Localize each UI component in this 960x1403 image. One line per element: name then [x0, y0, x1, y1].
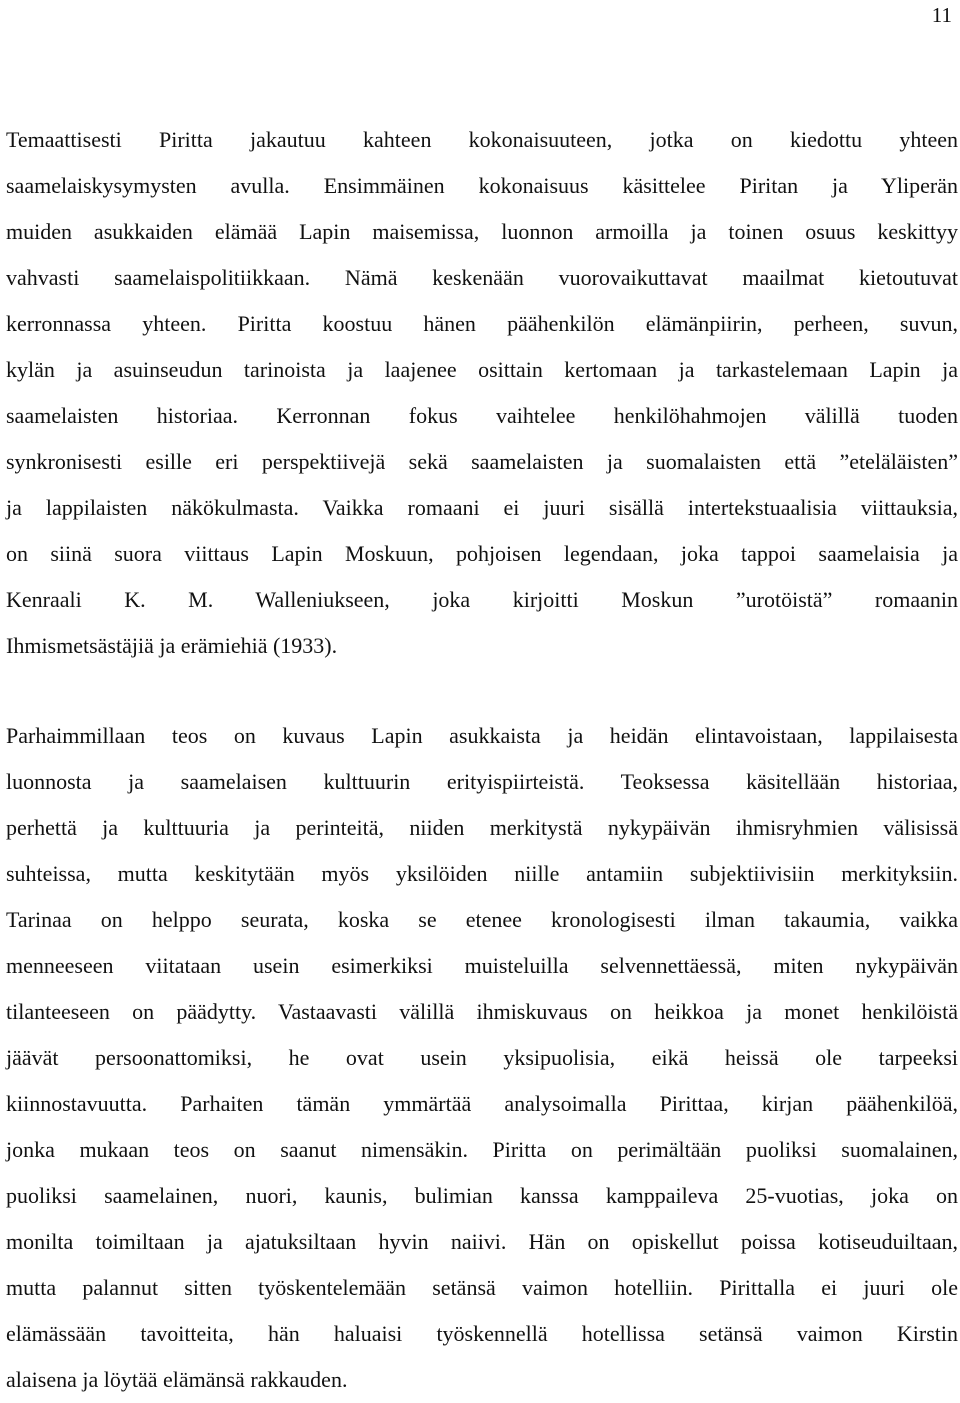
text-line: puoliksi saamelainen, nuori, kaunis, bulimian kanssa kamppaileva 25-vuotias, joka on	[6, 1183, 958, 1208]
text-line: monilta toimiltaan ja ajatuksiltaan hyvin naiivi. Hän on opiskellut poissa kotiseuduiltaan,	[6, 1229, 958, 1254]
text-line: perhettä ja kulttuuria ja perinteitä, niiden merkitystä nykypäivän ihmisryhmien välisissä	[6, 815, 958, 840]
text-line: kiinnostavuutta. Parhaiten tämän ymmärtää analysoimalla Pirittaa, kirjan päähenkilöä,	[6, 1091, 958, 1116]
text-line: Parhaimmillaan teos on kuvaus Lapin asukkaista ja heidän elintavoistaan, lappilaisesta	[6, 723, 958, 748]
paragraph-2	[6, 713, 958, 1403]
text-line: jäävät persoonattomiksi, he ovat usein yksipuolisia, eikä heissä ole tarpeeksi	[6, 1045, 958, 1070]
text-line: alaisena ja löytää elämänsä rakkauden.	[6, 1367, 348, 1392]
text-line: on siinä suora viittaus Lapin Moskuun, pohjoisen legendaan, joka tappoi saamelaisia ja	[6, 541, 958, 566]
text-line: muiden asukkaiden elämää Lapin maisemissa, luonnon armoilla ja toinen osuus keskittyy	[6, 219, 958, 244]
text-line: kerronnassa yhteen. Piritta koostuu hänen päähenkilön elämänpiirin, perheen, suvun,	[6, 311, 958, 336]
text-line: Kenraali K. M. Walleniukseen, joka kirjoitti Moskun ”urotöistä” romaanin	[6, 587, 958, 612]
text-line: tilanteeseen on päädytty. Vastaavasti välillä ihmiskuvaus on heikkoa ja monet henkilöistä	[6, 999, 958, 1024]
text-line: Tarinaa on helppo seurata, koska se etenee kronologisesti ilman takaumia, vaikka	[6, 907, 958, 932]
text-line: elämässään tavoitteita, hän haluaisi työskennellä hotellissa setänsä vaimon Kirstin	[6, 1321, 958, 1346]
text-line: luonnosta ja saamelaisen kulttuurin erityispiirteistä. Teoksessa käsitellään historiaa,	[6, 769, 958, 794]
text-line: Ihmismetsästäjiä ja erämiehiä (1933).	[6, 633, 338, 658]
text-line: ja lappilaisten näkökulmasta. Vaikka romaani ei juuri sisällä intertekstuaalisia viittauksia,	[6, 495, 958, 520]
text-line: vahvasti saamelaispolitiikkaan. Nämä keskenään vuorovaikuttavat maailmat kietoutuvat	[6, 265, 958, 290]
text-line: kylän ja asuinseudun tarinoista ja laajenee osittain kertomaan ja tarkastelemaan Lapin ja	[6, 357, 958, 382]
text-line: synkronisesti esille eri perspektiivejä sekä saamelaisten ja suomalaisten että ”eteläläisten”	[6, 449, 958, 474]
text-line: saamelaiskysymysten avulla. Ensimmäinen kokonaisuus käsittelee Piritan ja Yliperän	[6, 173, 958, 198]
text-line: mutta palannut sitten työskentelemään setänsä vaimon hotelliin. Pirittalla ei juuri ole	[6, 1275, 958, 1300]
page-number: 11	[931, 3, 952, 27]
text-line: saamelaisten historiaa. Kerronnan fokus vaihtelee henkilöhahmojen välillä tuoden	[6, 403, 958, 428]
text-line: Temaattisesti Piritta jakautuu kahteen kokonaisuuteen, jotka on kiedottu yhteen	[6, 127, 958, 152]
text-line: jonka mukaan teos on saanut nimensäkin. Piritta on perimältään puoliksi suomalainen,	[6, 1137, 958, 1162]
text-line: menneeseen viitataan usein esimerkiksi muisteluilla selvennettäessä, miten nykypäivän	[6, 953, 958, 978]
text-line: suhteissa, mutta keskitytään myös yksilöiden niille antamiin subjektiivisiin merkityksiin.	[6, 861, 958, 886]
paragraph-1	[6, 117, 958, 669]
